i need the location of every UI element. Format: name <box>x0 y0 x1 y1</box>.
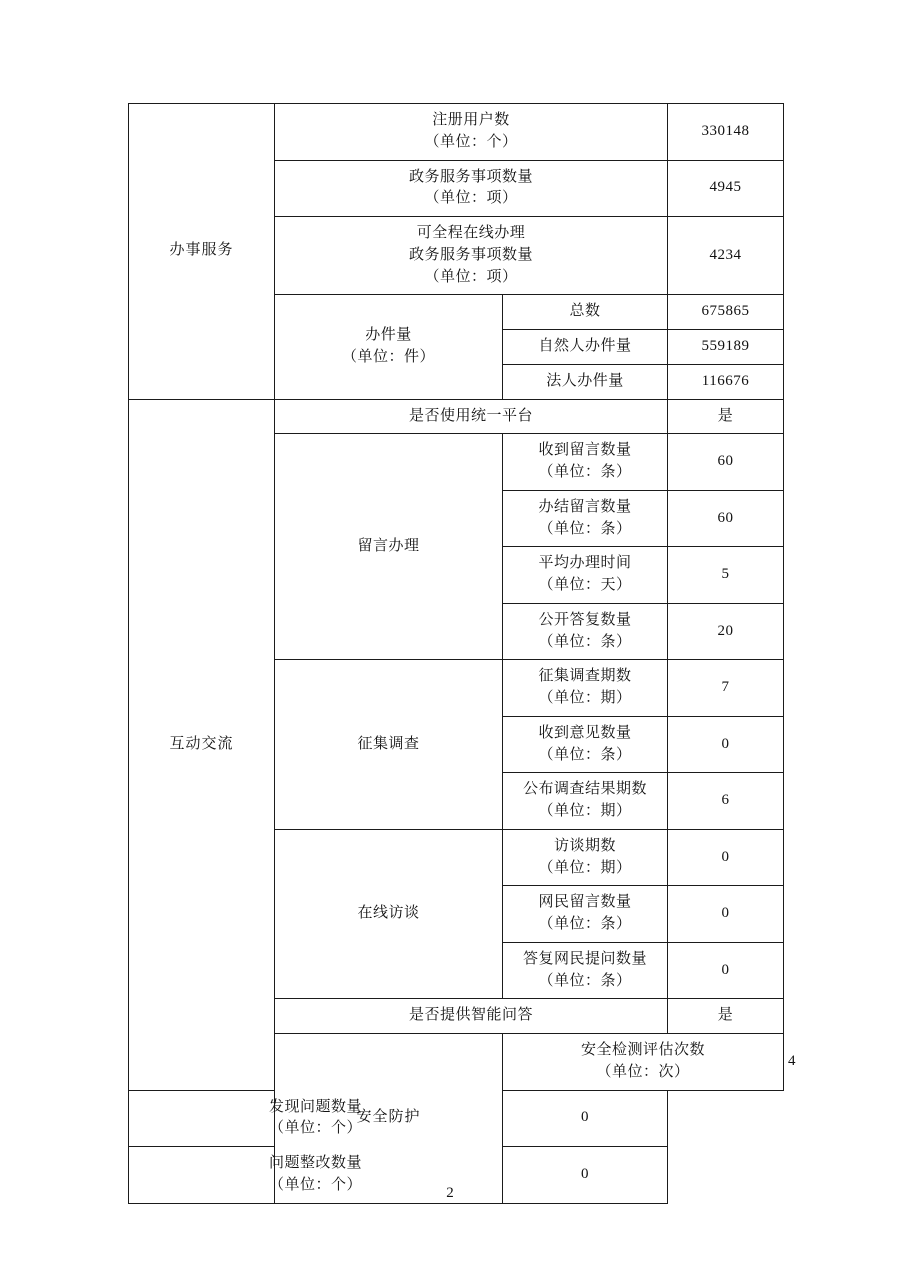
label-unit: （单位：条） <box>538 746 632 763</box>
label-unit: （单位：次） <box>596 1063 690 1080</box>
row-label-registered-users <box>275 104 668 161</box>
table-row <box>129 104 784 161</box>
label-text: 公布调查结果期数 <box>523 781 648 798</box>
label-text-line1: 可全程在线办理 <box>416 225 526 241</box>
row-label-online-service-items <box>275 217 668 295</box>
label-text: 收到留言数量 <box>538 442 632 459</box>
subrow-value-netizen-messages: 0 <box>668 886 784 943</box>
row-label-online-interview: 在线访谈 <box>275 829 503 999</box>
subrow-value-results-published: 6 <box>668 773 784 830</box>
label-text: 发现问题数量 <box>268 1098 362 1115</box>
label-text: 问题整改数量 <box>268 1155 362 1171</box>
table-row <box>129 399 784 434</box>
label-text-line2: 政务服务事项数量 <box>409 246 534 263</box>
subrow-label-opinions-received <box>503 716 668 773</box>
subrow-value-survey-count: 7 <box>668 660 784 717</box>
category-label-service: 办事服务 <box>129 104 275 400</box>
subrow-value-total: 675865 <box>668 295 784 330</box>
label-text: 公开答复数量 <box>538 611 632 628</box>
subrow-label-messages-received <box>503 434 668 491</box>
government-website-statistics-table <box>128 103 797 1204</box>
subrow-value-public-replies: 20 <box>668 603 784 660</box>
label-text: 平均办理时间 <box>538 555 632 572</box>
label-text: 安全检测评估次数 <box>581 1042 706 1058</box>
label-text: 注册用户数 <box>432 112 510 128</box>
label-unit: （单位：条） <box>538 633 632 650</box>
row-value-online-service-items: 4234 <box>668 217 784 295</box>
subrow-value-opinions-received: 0 <box>668 716 784 773</box>
label-unit: （单位：期） <box>538 803 632 819</box>
row-label-smart-qa: 是否提供智能问答 <box>275 999 668 1034</box>
row-value-registered-users: 330148 <box>668 104 784 161</box>
subrow-label-total: 总数 <box>503 295 668 330</box>
table-row <box>129 1090 784 1147</box>
subrow-label-public-replies <box>503 603 668 660</box>
report-table <box>128 103 797 1204</box>
label-unit: （单位：件） <box>341 348 435 365</box>
label-text: 政务服务事项数量 <box>409 168 534 185</box>
row-value-service-items: 4945 <box>668 160 784 217</box>
row-label-unified-platform: 是否使用统一平台 <box>275 399 668 434</box>
subrow-label-survey-count <box>503 660 668 717</box>
label-unit: （单位：条） <box>538 464 632 480</box>
label-text: 答复网民提问数量 <box>523 950 648 967</box>
category-label-security: 安全防护 <box>275 1034 503 1204</box>
row-label-case-volume <box>275 295 503 399</box>
label-unit: （单位：期） <box>538 859 632 876</box>
label-text: 访谈期数 <box>554 837 617 854</box>
subrow-value-netizen-replies: 0 <box>668 942 784 999</box>
row-value-issues-fixed: 0 <box>503 1147 668 1204</box>
subrow-value-legal-person: 116676 <box>668 364 784 399</box>
subrow-label-messages-completed <box>503 490 668 547</box>
label-text: 办结留言数量 <box>538 498 632 515</box>
subrow-value-interview-count: 0 <box>668 829 784 886</box>
label-unit: （单位：条） <box>538 972 632 989</box>
label-unit: （单位：项） <box>424 190 518 207</box>
subrow-label-netizen-replies <box>503 942 668 999</box>
label-unit: （单位：条） <box>538 916 632 932</box>
subrow-value-average-time: 5 <box>668 547 784 604</box>
subrow-label-average-time <box>503 547 668 604</box>
row-label-message-handling: 留言办理 <box>275 434 503 660</box>
subrow-value-messages-completed: 60 <box>668 490 784 547</box>
label-text: 收到意见数量 <box>538 724 632 741</box>
row-label-security-assessments <box>503 1034 784 1091</box>
category-label-interaction: 互动交流 <box>129 399 275 1090</box>
subrow-value-messages-received: 60 <box>668 434 784 491</box>
label-text: 办件量 <box>365 327 412 344</box>
subrow-value-natural-person: 559189 <box>668 330 784 365</box>
label-unit: （单位：条） <box>538 520 632 537</box>
row-value-issues-found: 0 <box>503 1090 668 1147</box>
subrow-label-netizen-messages <box>503 886 668 943</box>
table-row: 安全防护 安全检测评估次数 （单位：次） 4 <box>129 1034 784 1091</box>
label-unit: （单位：天） <box>538 577 632 593</box>
subrow-label-interview-count <box>503 829 668 886</box>
label-text: 网民留言数量 <box>538 894 632 911</box>
label-unit: （单位：项） <box>424 268 518 285</box>
label-unit: （单位：个） <box>268 1176 362 1193</box>
subrow-label-natural-person: 自然人办件量 <box>503 330 668 365</box>
label-unit: （单位：个） <box>424 133 518 150</box>
label-unit: （单位：期） <box>538 690 632 706</box>
row-value-smart-qa: 是 <box>668 999 784 1034</box>
row-value-unified-platform: 是 <box>668 399 784 434</box>
row-label-issues-found <box>129 1090 503 1147</box>
subrow-label-legal-person: 法人办件量 <box>503 364 668 399</box>
label-unit: （单位：个） <box>268 1120 362 1137</box>
page-number: 2 <box>446 1185 454 1201</box>
row-label-service-items <box>275 160 668 217</box>
row-label-survey: 征集调查 <box>275 660 503 830</box>
label-text: 征集调查期数 <box>538 668 632 685</box>
subrow-label-results-published <box>503 773 668 830</box>
